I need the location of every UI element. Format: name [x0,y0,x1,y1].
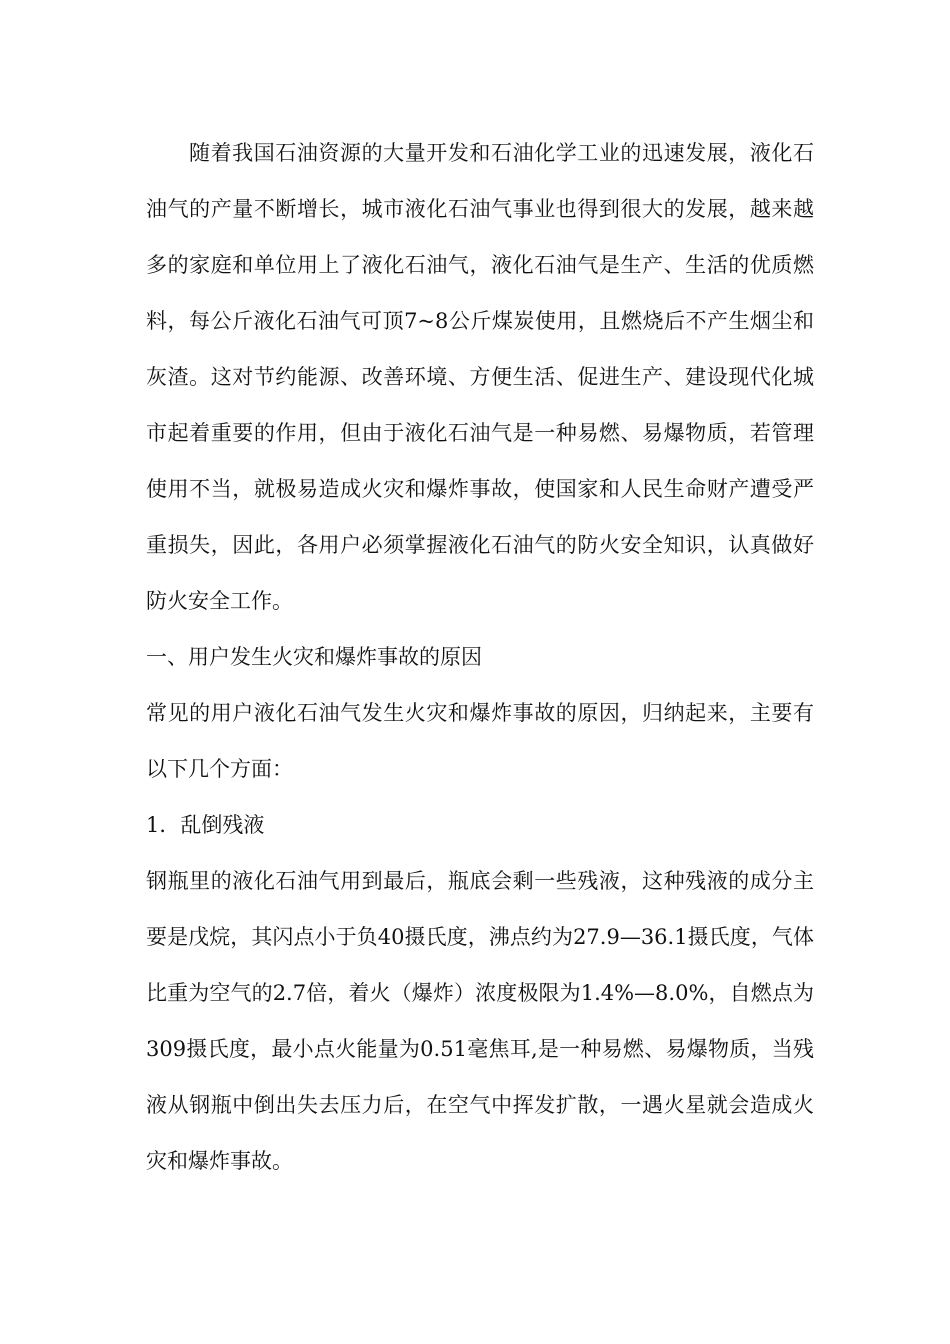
section-heading: 一、用户发生火灾和爆炸事故的原因 [146,645,482,669]
document-body [146,125,814,1189]
intro-paragraph: 随着我国石油资源的大量开发和石油化学工业的迅速发展，液化石油气的产量不断增长，城市液化石油气事业也得到很大的发展，越来越多的家庭和单位用上了液化石油气，液化石油气是生产、生活的优质燃料，每公斤液化石油气可顶7~8公斤煤炭使用，且燃烧后不产生烟尘和灰渣。这对节约能源、改善环境、方便生活、促进生产、建设现代化城市起着重要的作用，但由于液化石油气是一种易燃、易爆物质，若管理使用不当，就极易造成火灾和爆炸事故，使国家和人民生命财产遭受严重损失，因此，各用户必须掌握液化石油气的防火安全知识，认真做好防火安全工作。 [146,141,814,613]
subsection-paragraph: 钢瓶里的液化石油气用到最后，瓶底会剩一些残液，这种残液的成分主要是戊烷，其闪点小于负40摄氏度，沸点约为27.9—36.1摄氏度，气体比重为空气的2.7倍，着火（爆炸）浓度极限为1.4%—8.0%，自燃点为309摄氏度，最小点火能量为0.51毫焦耳,是一种易燃、易爆物质，当残液从钢瓶中倒出失去压力后，在空气中挥发扩散，一遇火星就会造成火灾和爆炸事故。 [146,869,814,1173]
section-paragraph: 常见的用户液化石油气发生火灾和爆炸事故的原因，归纳起来，主要有以下几个方面： [146,701,814,781]
subsection-heading: 1．乱倒残液 [146,813,265,837]
